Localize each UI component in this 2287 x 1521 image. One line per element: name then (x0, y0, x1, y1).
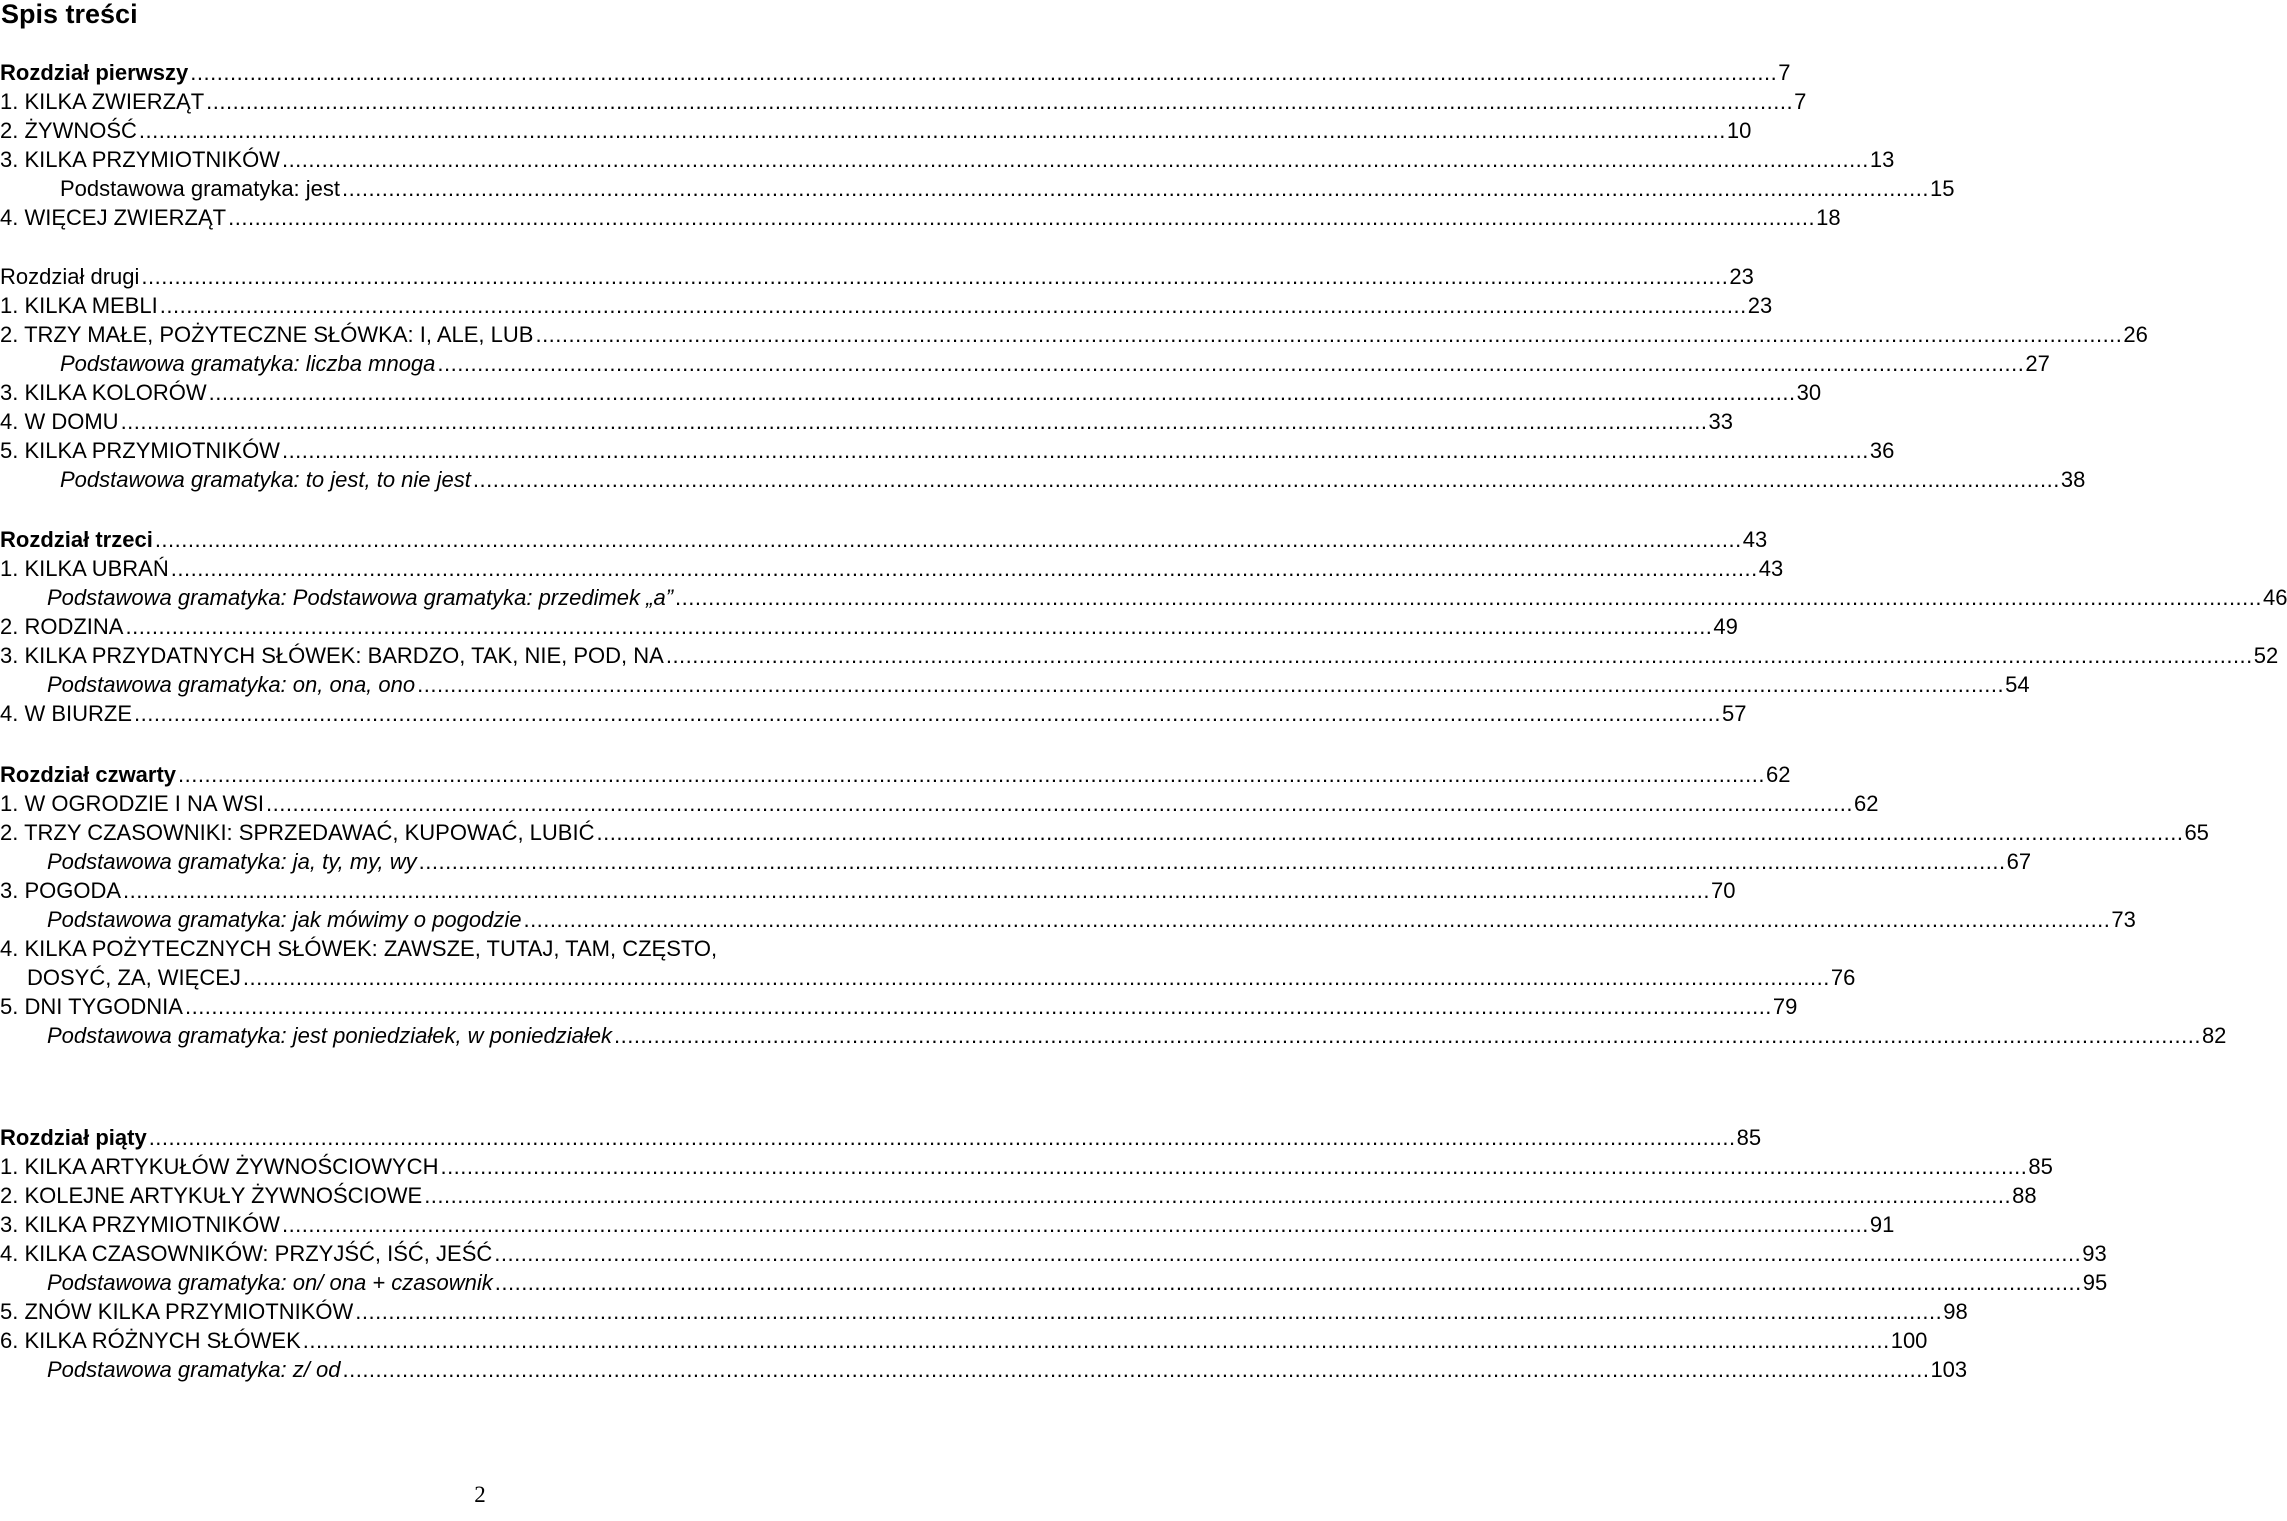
dot-leader: ................................................................................................................................................................................................................................................ (675, 585, 2262, 610)
page-number: 2 (474, 1482, 486, 1507)
toc-entry-page: 54 (2005, 672, 2030, 697)
toc-entry[interactable] (0, 87, 1807, 116)
toc-entry[interactable] (0, 436, 1895, 465)
dot-leader: ................................................................................................................................................................................................................................................ (206, 89, 1794, 114)
toc-entry[interactable] (0, 818, 2209, 847)
dot-leader: ................................................................................................................................................................................................................................................ (134, 701, 1721, 726)
toc-entry-page: 15 (1929, 176, 1955, 201)
toc-entry-label: 3. KILKA PRZYDATNYCH SŁÓWEK: BARDZO, TAK, NIE, POD, NA (0, 643, 664, 668)
toc-entry[interactable] (0, 699, 1747, 728)
dot-leader: ................................................................................................................................................................................................................................................ (523, 907, 2111, 932)
page-title: Spis treści (1, 0, 138, 29)
toc-entry-label: Rozdział piąty (0, 1125, 147, 1150)
dot-leader: ................................................................................................................................................................................................................................................ (418, 849, 2006, 874)
toc-entry[interactable] (0, 291, 1773, 320)
dot-leader: ................................................................................................................................................................................................................................................ (494, 1270, 2082, 1295)
toc-entry-label: 3. KILKA KOLORÓW (0, 380, 207, 405)
toc-entry-label: 6. KILKA RÓŻNYCH SŁÓWEK (0, 1328, 301, 1353)
toc-entry-grammar[interactable] (0, 1268, 2108, 1297)
toc-entry-page: 98 (1943, 1299, 1968, 1324)
dot-leader: ................................................................................................................................................................................................................................................ (170, 556, 1758, 581)
toc-entry-page: 23 (1747, 293, 1773, 318)
toc-entry[interactable] (0, 1152, 2053, 1181)
toc-entry-label: 2. ŻYWNOŚĆ (0, 118, 137, 143)
dot-leader: ................................................................................................................................................................................................................................................ (154, 527, 1742, 552)
toc-entry-page: 67 (2006, 849, 2032, 874)
toc-entry-page: 93 (2082, 1241, 2107, 1266)
toc-entry-grammar[interactable] (0, 670, 2030, 699)
toc-entry-page: 46 (2263, 585, 2287, 610)
toc-entry[interactable] (0, 1326, 1928, 1355)
toc-entry-page: 95 (2082, 1270, 2108, 1295)
toc-entry-page: 7 (1794, 89, 1807, 114)
toc-entry[interactable] (0, 612, 1738, 641)
toc-entry-label: 2. TRZY MAŁE, POŻYTECZNE SŁÓWKA: I, ALE, LUB (0, 322, 534, 347)
toc-entry-label: 1. W OGRODZIE I NA WSI (0, 791, 265, 816)
dot-leader: ................................................................................................................................................................................................................................................ (440, 1154, 2028, 1179)
dot-leader: ................................................................................................................................................................................................................................................ (342, 176, 1929, 201)
toc-entry-grammar[interactable] (0, 583, 2287, 612)
toc-entry-label: 1. KILKA UBRAŃ (0, 556, 169, 581)
toc-entry[interactable] (0, 203, 1841, 232)
toc-entry-label: 4. W BIURZE (0, 701, 133, 726)
toc-entry-grammar[interactable] (0, 1355, 1968, 1384)
toc-entry-label: 5. DNI TYGODNIA (0, 994, 183, 1019)
dot-leader: ................................................................................................................................................................................................................................................ (120, 409, 1708, 434)
toc-entry[interactable] (0, 876, 1736, 905)
toc-entry-page: 85 (2028, 1154, 2053, 1179)
dot-leader: ................................................................................................................................................................................................................................................ (184, 994, 1772, 1019)
toc-entry-grammar[interactable] (0, 905, 2136, 934)
toc-entry-chapter-1[interactable] (0, 58, 1791, 87)
toc-entry-label: Rozdział trzeci (0, 527, 153, 552)
toc-entry-label: Rozdział czwarty (0, 762, 177, 787)
dot-leader: ................................................................................................................................................................................................................................................ (665, 643, 2253, 668)
toc-entry-page: 49 (1713, 614, 1738, 639)
toc-entry-page: 43 (1742, 527, 1768, 552)
toc-entry-chapter-5[interactable] (0, 1123, 1762, 1152)
toc-entry-page: 23 (1729, 264, 1754, 289)
toc-entry-label: Podstawowa gramatyka: jak mówimy o pogodzie (47, 907, 522, 932)
toc-entry[interactable] (0, 116, 1752, 145)
toc-entry-page: 13 (1869, 147, 1895, 172)
dot-leader: ................................................................................................................................................................................................................................................ (613, 1023, 2201, 1048)
toc-entry-label: 2. RODZINA (0, 614, 124, 639)
dot-leader: ................................................................................................................................................................................................................................................ (178, 762, 1765, 787)
dot-leader: ................................................................................................................................................................................................................................................ (138, 118, 1726, 143)
toc-entry-label: 2. TRZY CZASOWNIKI: SPRZEDAWAĆ, KUPOWAĆ, LUBIĆ (0, 820, 595, 845)
toc-entry-label: Podstawowa gramatyka: jest poniedziałek, w poniedziałek (47, 1023, 612, 1048)
toc-entry-label: 5. KILKA PRZYMIOTNIKÓW (0, 438, 280, 463)
dot-leader: ................................................................................................................................................................................................................................................ (123, 878, 1710, 903)
toc-entry-label: Podstawowa gramatyka: liczba mnoga (60, 351, 436, 376)
dot-leader: ................................................................................................................................................................................................................................................ (190, 60, 1778, 85)
toc-entry-page: 65 (2184, 820, 2209, 845)
toc-entry-page: 62 (1766, 762, 1791, 787)
toc-entry-label: 4. KILKA CZASOWNIKÓW: PRZYJŚĆ, IŚĆ, JEŚĆ (0, 1241, 493, 1266)
dot-leader: ................................................................................................................................................................................................................................................ (342, 1357, 1930, 1382)
toc-entry-label: Podstawowa gramatyka: z/ od (47, 1357, 341, 1382)
toc-entry-label: DOSYĆ, ZA, WIĘCEJ (27, 965, 241, 990)
toc-entry-label: Podstawowa gramatyka: ja, ty, my, wy (47, 849, 417, 874)
toc-entry-grammar[interactable] (0, 349, 2050, 378)
dot-leader: ................................................................................................................................................................................................................................................ (242, 965, 1830, 990)
dot-leader: ................................................................................................................................................................................................................................................ (535, 322, 2123, 347)
dot-leader: ................................................................................................................................................................................................................................................ (159, 293, 1747, 318)
toc-entry-label: 2. KOLEJNE ARTYKUŁY ŻYWNOŚCIOWE (0, 1183, 423, 1208)
toc-entry-label: 1. KILKA ZWIERZĄT (0, 89, 205, 114)
toc-entry-page: 36 (1869, 438, 1895, 463)
toc-entry-page: 85 (1736, 1125, 1762, 1150)
toc-entry-grammar[interactable] (0, 174, 1955, 203)
toc-entry[interactable] (0, 1181, 2037, 1210)
dot-leader: ................................................................................................................................................................................................................................................ (281, 438, 1869, 463)
dot-leader: ................................................................................................................................................................................................................................................ (148, 1125, 1736, 1150)
toc-entry-page: 57 (1721, 701, 1747, 726)
toc-entry[interactable] (0, 1239, 2107, 1268)
toc-entry[interactable] (0, 789, 1879, 818)
dot-leader: ................................................................................................................................................................................................................................................ (266, 791, 1853, 816)
dot-leader: ................................................................................................................................................................................................................................................ (596, 820, 2184, 845)
toc-entry-page: 70 (1711, 878, 1736, 903)
dot-leader: ................................................................................................................................................................................................................................................ (417, 672, 2005, 697)
toc-entry[interactable] (0, 378, 1822, 407)
toc-entry[interactable] (0, 992, 1798, 1021)
toc-entry-page: 88 (2012, 1183, 2037, 1208)
toc-entry-label: Podstawowa gramatyka: on, ona, ono (47, 672, 416, 697)
toc-entry[interactable] (0, 407, 1733, 436)
toc-entry[interactable] (0, 145, 1895, 174)
toc-entry-page: 79 (1772, 994, 1798, 1019)
dot-leader: ................................................................................................................................................................................................................................................ (141, 264, 1729, 289)
toc-entry-label: Podstawowa gramatyka: to jest, to nie jest (60, 467, 471, 492)
toc-entry-label: 3. KILKA PRZYMIOTNIKÓW (0, 147, 280, 172)
toc-entry-label: Podstawowa gramatyka: on/ ona + czasownik (47, 1270, 493, 1295)
toc-entry-chapter-4[interactable] (0, 760, 1791, 789)
toc-entry-label: Rozdział pierwszy (0, 60, 189, 85)
toc-entry-page: 26 (2123, 322, 2148, 347)
dot-leader: ................................................................................................................................................................................................................................................ (281, 1212, 1869, 1237)
dot-leader: ................................................................................................................................................................................................................................................ (208, 380, 1796, 405)
toc-entry-label: 1. KILKA ARTYKUŁÓW ŻYWNOŚCIOWYCH (0, 1154, 439, 1179)
toc-entry-page: 38 (2060, 467, 2086, 492)
toc-entry-page: 18 (1816, 205, 1841, 230)
dot-leader: ................................................................................................................................................................................................................................................ (494, 1241, 2082, 1266)
toc-entry-page: 100 (1890, 1328, 1928, 1353)
dot-leader: ................................................................................................................................................................................................................................................ (281, 147, 1869, 172)
toc-entry-page: 82 (2201, 1023, 2227, 1048)
toc-entry[interactable] (0, 554, 1784, 583)
toc-entry[interactable] (0, 963, 1856, 992)
toc-entry-label: Podstawowa gramatyka: jest (60, 176, 341, 201)
toc-entry[interactable] (0, 320, 2148, 349)
toc-entry-label: 5. ZNÓW KILKA PRZYMIOTNIKÓW (0, 1299, 354, 1324)
toc-entry-page: 76 (1830, 965, 1856, 990)
toc-entry-grammar[interactable] (0, 465, 2086, 494)
toc-entry[interactable] (0, 1297, 1968, 1326)
toc-entry-page: 73 (2111, 907, 2136, 932)
toc-entry-page: 10 (1726, 118, 1752, 143)
toc-entry-chapter-2[interactable] (0, 262, 1754, 291)
toc-entry-page: 91 (1869, 1212, 1895, 1237)
toc-entry-page: 7 (1778, 60, 1791, 85)
toc-entry-label: 4. W DOMU (0, 409, 119, 434)
toc-entry-page: 27 (2025, 351, 2050, 376)
toc-entry-page: 43 (1758, 556, 1784, 581)
toc-entry-grammar[interactable] (0, 847, 2032, 876)
toc-entry[interactable] (0, 641, 2279, 670)
dot-leader: ................................................................................................................................................................................................................................................ (437, 351, 2025, 376)
toc-entry-grammar[interactable] (0, 1021, 2227, 1050)
toc-entry[interactable] (0, 1210, 1895, 1239)
toc-entry-label-line1[interactable]: 4. KILKA POŻYTECZNYCH SŁÓWEK: ZAWSZE, TUTAJ, TAM, CZĘSTO, (0, 936, 718, 961)
dot-leader: ................................................................................................................................................................................................................................................ (355, 1299, 1943, 1324)
toc-entry-label: 3. POGODA (0, 878, 122, 903)
toc-entry-label: Rozdział drugi (0, 264, 140, 289)
toc-entry-chapter-3[interactable] (0, 525, 1768, 554)
toc-entry-label: 1. KILKA MEBLI (0, 293, 158, 318)
toc-entry-page: 62 (1853, 791, 1879, 816)
toc-entry-page: 30 (1796, 380, 1822, 405)
toc-entry-label: 3. KILKA PRZYMIOTNIKÓW (0, 1212, 280, 1237)
toc-entry-label: 4. WIĘCEJ ZWIERZĄT (0, 205, 227, 230)
toc-entry-page: 52 (2253, 643, 2279, 668)
toc-entry-page: 103 (1930, 1357, 1968, 1382)
toc-entry-label: Podstawowa gramatyka: Podstawowa gramatyka: przedimek „a” (47, 585, 674, 610)
dot-leader: ................................................................................................................................................................................................................................................ (228, 205, 1816, 230)
dot-leader: ................................................................................................................................................................................................................................................ (424, 1183, 2012, 1208)
dot-leader: ................................................................................................................................................................................................................................................ (472, 467, 2060, 492)
toc-entry-page: 33 (1708, 409, 1733, 434)
dot-leader: ................................................................................................................................................................................................................................................ (302, 1328, 1890, 1353)
dot-leader: ................................................................................................................................................................................................................................................ (125, 614, 1713, 639)
